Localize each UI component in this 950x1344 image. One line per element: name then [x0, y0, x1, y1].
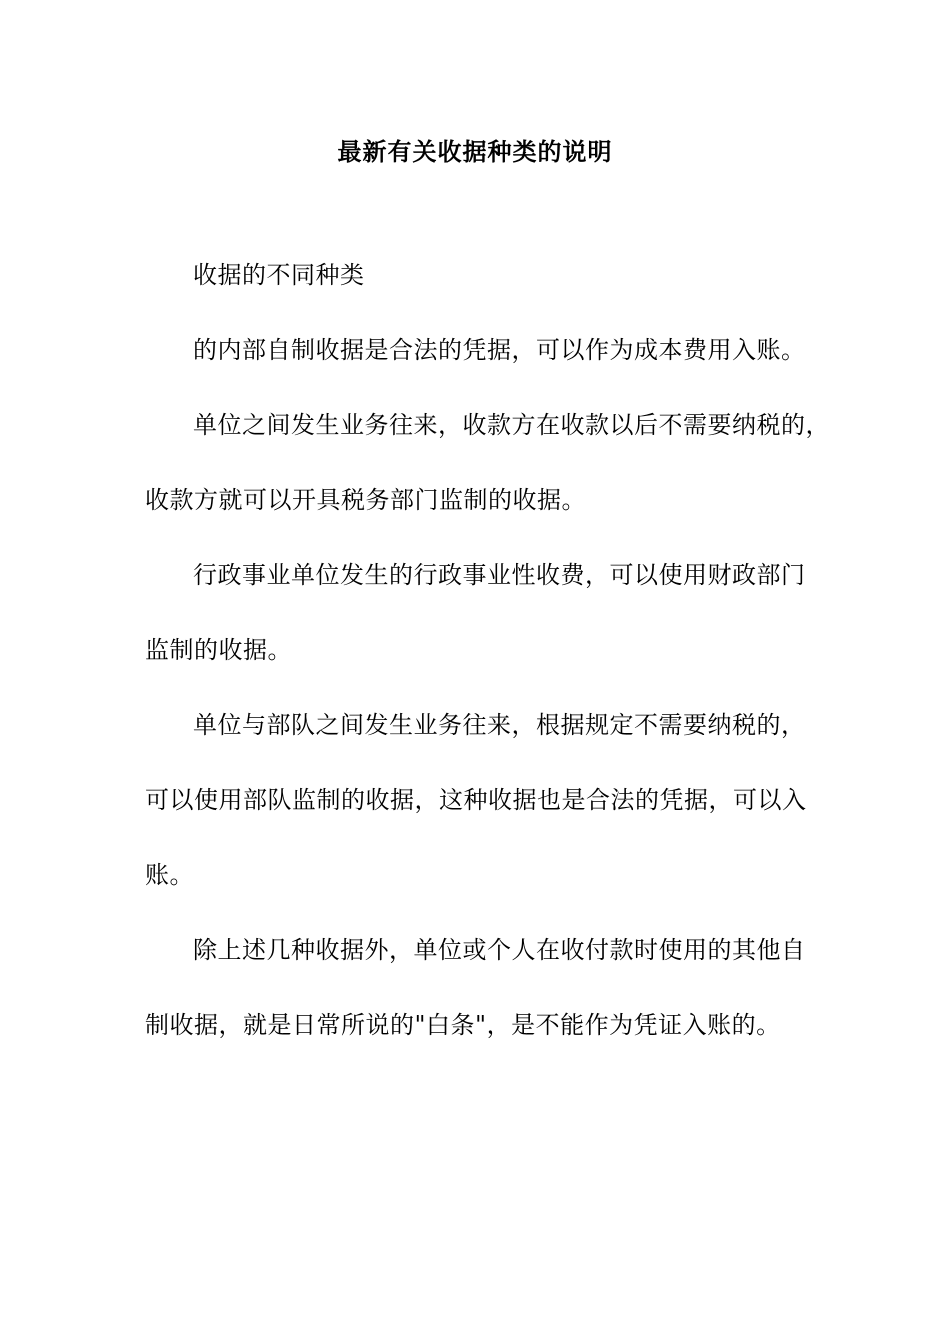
document-title: 最新有关收据种类的说明 — [337, 138, 613, 166]
paragraph-line: 除上述几种收据外，单位或个人在收付款时使用的其他自 — [193, 936, 806, 964]
paragraph-line: 单位之间发生业务往来，收款方在收款以后不需要纳税的， — [193, 411, 830, 439]
paragraph-line: 账。 — [145, 861, 194, 889]
paragraph-line: 收款方就可以开具税务部门监制的收据。 — [145, 486, 586, 514]
paragraph-line: 可以使用部队监制的收据，这种收据也是合法的凭据，可以入 — [145, 786, 807, 814]
paragraph-line: 单位与部队之间发生业务往来，根据规定不需要纳税的， — [193, 711, 806, 739]
paragraph-line: 制收据，就是日常所说的"白条"，是不能作为凭证入账的。 — [145, 1011, 781, 1039]
paragraph-line: 收据的不同种类 — [193, 261, 365, 289]
paragraph-line: 监制的收据。 — [145, 636, 292, 664]
paragraph-line: 行政事业单位发生的行政事业性收费，可以使用财政部门 — [193, 561, 806, 589]
paragraph-line: 的内部自制收据是合法的凭据，可以作为成本费用入账。 — [193, 336, 806, 364]
